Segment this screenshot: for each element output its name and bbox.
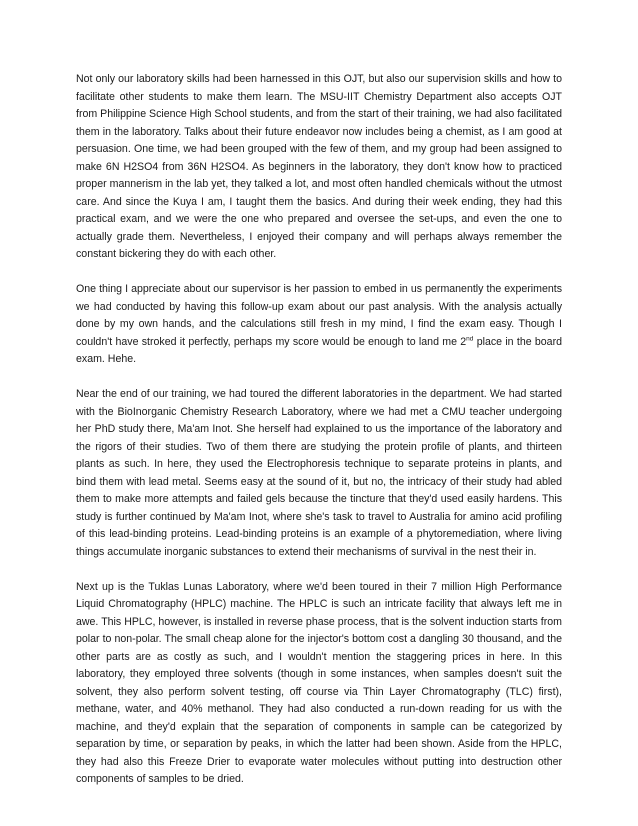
document-body <box>76 71 562 789</box>
paragraph-hplc: Next up is the Tuklas Lunas Laboratory, where we'd been toured in their 7 million High Performance Liquid Chromatography (HPLC) machine. The HPLC is such an intricate facility that always left me in awe. This HPLC, however, is installed in reverse phase process, that is the solvent induction starts from polar to non-polar. The small cheap alone for the injector's bottom cost a dangling 30 thousand, and the other parts are as costly as such, and I wouldn't mention the staggering prices in here. In this laboratory, they employed three solvents (though in some instances, when samples doesn't suit the solvent, they also perform solvent testing, off course via Thin Layer Chromatography (TLC) first), methane, water, and 40% methanol. They had also conducted a run-down reading for us with the machine, and they'd explain that the separation of components in sample can be categorized by separation by time, or separation by peaks, in which the latter had been shown. Aside from the HPLC, they had also this Freeze Drier to evaporate water molecules without putting into destruction other components of samples to be dried. <box>76 580 562 785</box>
paragraph-lab-tour: Near the end of our training, we had toured the different laboratories in the department. We had started with the BioInorganic Chemistry Research Laboratory, where we had met a CMU teacher undergoing her PhD study there, Ma'am Inot. She herself had explained to us the importance of the laboratory and the rigors of their studies. Two of them there are studying the protein profile of plants, and thirteen plants as such. In here, they used the Electrophoresis technique to separate proteins in plants, and bind them with lead metal. Seems easy at the sound of it, but no, the intricacy of their study had abled them to make more attempts and failed gels because the tincture that they'd used easily hardens. This study is further continued by Ma'am Inot, where she's task to travel to Australia for amino acid profiling of this lead-binding proteins. Lead-binding proteins is an example of a phytoremediation, where living things accumulate inorganic substances to extend their mechanisms of survival in the nest their in. <box>76 388 562 558</box>
paragraph-ojt-supervision: Not only our laboratory skills had been harnessed in this OJT, but also our supervision skills and how to facilitate other students to make them learn. The MSU-IIT Chemistry Department also accepts OJT from Philippine Science High School students, and from the start of their training, we had also facilitated them in the laboratory. Talks about their future endeavor now includes being a chemist, as I am good at persuasion. One time, we had been grouped with the few of them, and my group had been assigned to make 6N H2SO4 from 36N H2SO4. As beginners in the laboratory, they don't know how to practiced proper mannerism in the lab yet, they talked a lot, and most often handled chemicals without the utmost care. And since the Kuya I am, I taught them the basics. And during their week ending, they had this practical exam, and we were the one who prepared and oversee the set-ups, and even the one to actually grade them. Nevertheless, I enjoyed their company and will perhaps always remember the constant bickering they do with each other. <box>76 73 562 260</box>
paragraph-text-before: One thing I appreciate about our supervisor is her passion to embed in us permanently the experiments we had conducted by having this follow-up exam about our past analysis. With the analysis actually done by my own hands, and the calculations still fresh in my mind, I find the exam easy. Though I couldn't have stroked it perfectly, perhaps my score would be enough to land me 2 <box>76 283 562 348</box>
paragraph-text-after: place in the board exam. Hehe. <box>76 335 562 365</box>
ordinal-superscript: nd <box>466 334 474 342</box>
paragraph-supervisor-exam <box>76 281 562 369</box>
